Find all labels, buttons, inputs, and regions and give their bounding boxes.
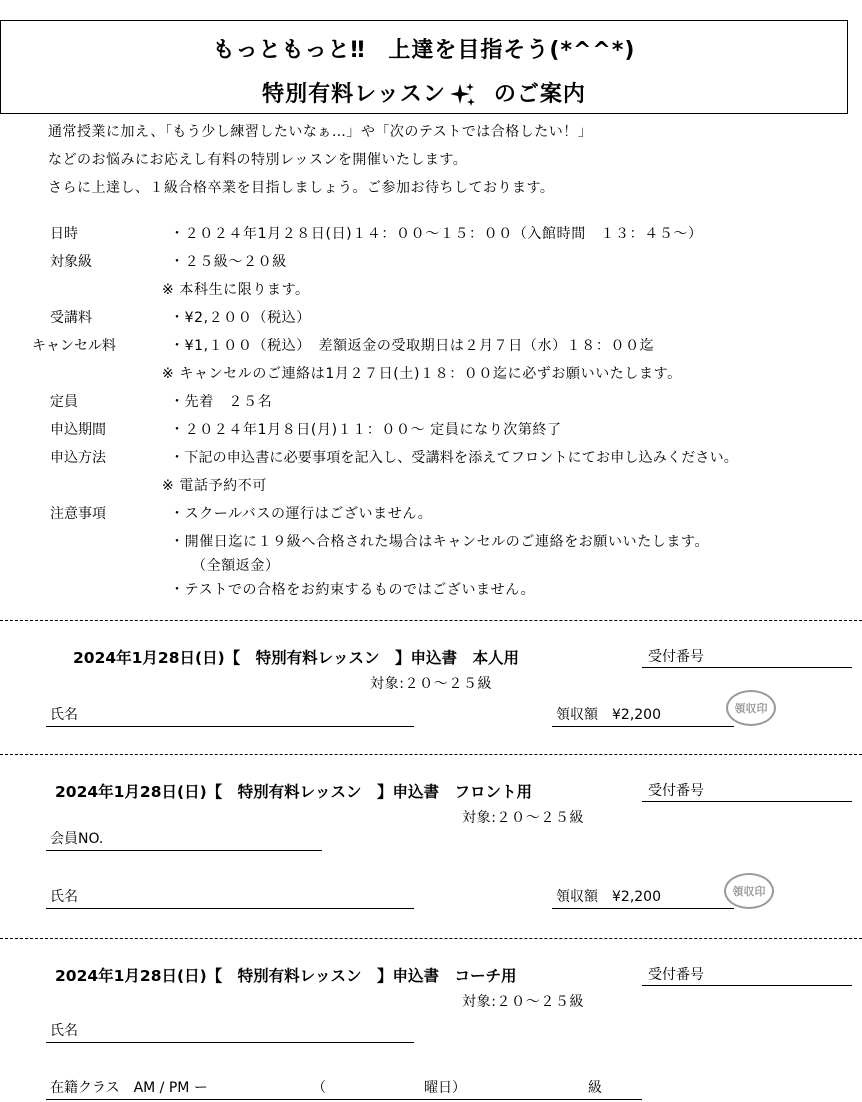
title-line-2-b: のご案内	[493, 82, 586, 107]
form2-amount: 領収額 ¥2,200	[556, 889, 661, 905]
grade-note: ※ 本科生に限ります。	[162, 282, 310, 298]
note-item-3: ・テストでの合格をお約束するものではございません。	[170, 582, 536, 598]
form1-receipt-stamp: 領収印	[726, 690, 776, 726]
note-item-2: ・開催日迄に１９級へ合格された場合はキャンセルのご連絡をお願いいたします。	[170, 534, 710, 550]
form1-receipt-no-label: 受付番号	[648, 649, 704, 665]
form2-member-no-label: 会員NO.	[50, 831, 104, 847]
form2-target: 対象:２０～２５級	[462, 810, 585, 826]
title-line-1: もっともっと‼ 上達を目指そう(*^^*)	[212, 38, 636, 63]
form3-name-label: 氏名	[50, 1023, 78, 1039]
form2-receipt-stamp: 領収印	[724, 873, 774, 909]
form3-receipt-no-label: 受付番号	[648, 967, 704, 983]
intro-line-1: 通常授業に加え、「もう少し練習したいなぁ…」や「次のテストでは合格したい！」	[48, 124, 593, 140]
note-item-2-sub: （全額返金）	[192, 558, 280, 574]
form3-class-grade: 級	[588, 1080, 602, 1096]
form1-name-label: 氏名	[50, 707, 78, 723]
title-line-2	[1, 77, 847, 108]
form2-name-line[interactable]	[46, 908, 414, 909]
form3-target: 対象:２０～２５級	[462, 994, 585, 1010]
form2-receipt-no-label: 受付番号	[648, 783, 704, 799]
form1-title: 2024年1月28日(日)【 特別有料レッスン 】申込書 本人用	[73, 649, 520, 667]
form3-class-label: 在籍クラス AM / PM ー	[50, 1080, 208, 1096]
method-label: 申込方法	[50, 450, 106, 466]
form3-title: 2024年1月28日(日)【 特別有料レッスン 】申込書 コーチ用	[55, 967, 517, 985]
period-label: 申込期間	[50, 422, 106, 438]
form2-amount-line	[552, 908, 734, 909]
form1-amount: 領収額 ¥2,200	[556, 707, 661, 723]
cut-line-1	[0, 620, 862, 621]
cut-line-2	[0, 754, 862, 755]
form1-target: 対象:２０～２５級	[370, 676, 493, 692]
intro-line-3: さらに上達し、１級合格卒業を目指しましょう。ご参加お待ちしております。	[48, 180, 555, 196]
form1-name-line[interactable]	[46, 726, 414, 727]
form1-receipt-no-line[interactable]	[642, 667, 852, 668]
sparkle-icon	[450, 82, 476, 108]
note-item-1: ・スクールバスの運行はございません。	[170, 506, 433, 522]
form3-class-weekday: 曜日）	[424, 1080, 466, 1096]
date-value: ・２０２４年1月２８日(日)１４：００～１５：００（入館時間 １３：４５～）	[170, 226, 703, 242]
cancel-value: ・¥1,１００（税込） 差額返金の受取期日は２月７日（水）１８：００迄	[170, 338, 655, 354]
form2-name-label: 氏名	[50, 889, 78, 905]
fee-label: 受講料	[50, 310, 92, 326]
intro-line-2: などのお悩みにお応えし有料の特別レッスンを開催いたします。	[48, 152, 468, 168]
notes-label: 注意事項	[50, 506, 106, 522]
form2-title: 2024年1月28日(日)【 特別有料レッスン 】申込書 フロント用	[55, 783, 533, 801]
date-label: 日時	[50, 226, 78, 242]
grade-value: ・２５級～２０級	[170, 254, 287, 270]
cancel-note: ※ キャンセルのご連絡は1月２７日(土)１８：００迄に必ずお願いいたします。	[162, 366, 682, 382]
form3-receipt-no-line[interactable]	[642, 985, 852, 986]
form3-class-paren: （	[312, 1080, 326, 1096]
form1-amount-line	[552, 726, 734, 727]
method-value: ・下記の申込書に必要事項を記入し、受講料を添えてフロントにてお申し込みください。	[170, 450, 738, 466]
capacity-label: 定員	[50, 394, 78, 410]
form3-class-line[interactable]	[46, 1099, 642, 1100]
title-box	[0, 20, 848, 114]
fee-value: ・¥2,２００（税込）	[170, 310, 311, 326]
form2-member-no-line[interactable]	[46, 850, 322, 851]
cancel-label: キャンセル料	[32, 338, 116, 354]
form3-name-line[interactable]	[46, 1042, 414, 1043]
capacity-value: ・先着 ２５名	[170, 394, 273, 410]
period-value: ・２０２４年1月８日(月)１１：００～ 定員になり次第終了	[170, 422, 562, 438]
method-note: ※ 電話予約不可	[162, 478, 267, 494]
title-line-2-a: 特別有料レッスン	[262, 82, 446, 107]
form2-receipt-no-line[interactable]	[642, 801, 852, 802]
grade-label: 対象級	[50, 254, 92, 270]
cut-line-3	[0, 938, 862, 939]
